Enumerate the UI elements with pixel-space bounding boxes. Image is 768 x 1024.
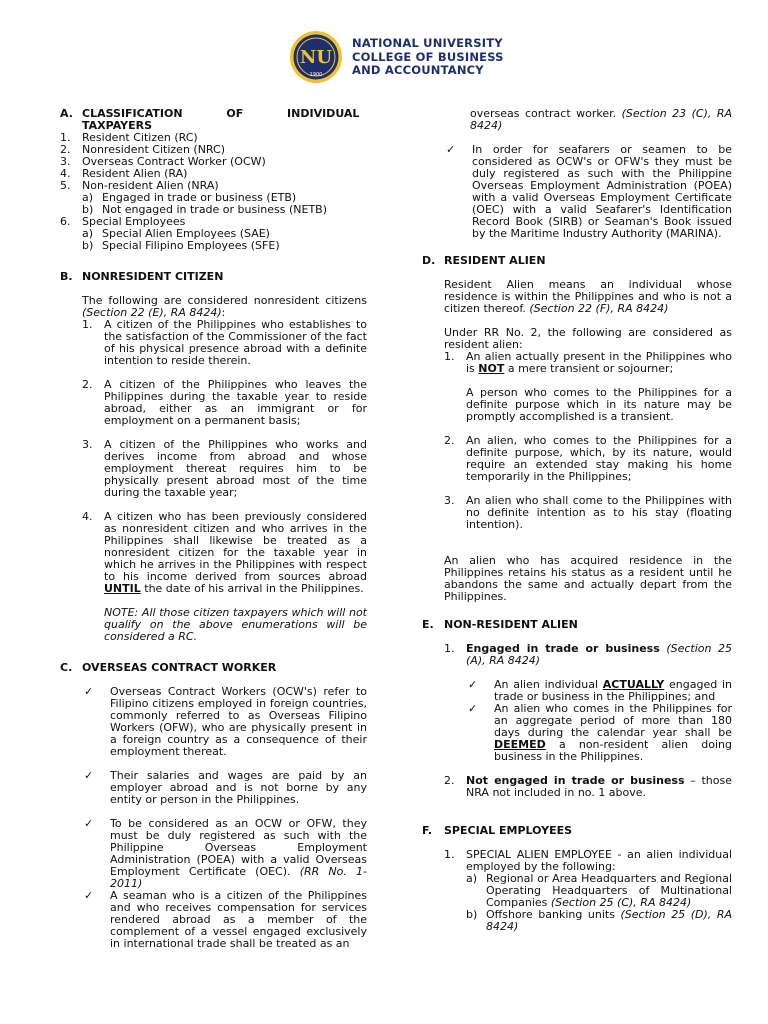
sub-item: b) Special Filipino Employees (SFE) (82, 239, 280, 252)
check-item: ✓ A seaman who is a citizen of the Philippines and who receives compensation for services rendered abroad as a member of the complement of a vessel engaged exclusively in international trade shall be treated as an (84, 889, 367, 950)
list-item: 1. Engaged in trade or business (Section 25 (A), RA 8424) ✓ An alien individual ACTUALLY engaged in trade or business in the Philippines; and ✓ An alien who comes in the Philippines for an aggregate period of more than 180 days during the calendar year shall be DEEMED a non-resident alien doing business in the Philippines. (444, 642, 733, 763)
page-header (0, 30, 768, 86)
nonresident-citizen-list (60, 319, 367, 643)
nra-list (422, 643, 732, 799)
check-item: ✓ Their salaries and wages are paid by an employer abroad and is not borne by any entity or person in the Philippines. (84, 769, 367, 806)
header-line-2: COLLEGE OF BUSINESS (352, 49, 504, 64)
section-b-heading: B. NONRESIDENT CITIZEN (60, 270, 224, 283)
check-item: ✓ An alien individual ACTUALLY engaged in trade or business in the Philippines; and (468, 678, 732, 703)
list-item: 2. Not engaged in trade or business – those NRA not included in no. 1 above. (444, 774, 733, 799)
section-f-heading: F. SPECIAL EMPLOYEES (422, 824, 573, 837)
section-title: CLASSIFICATION OF INDIVIDUAL TAXPAYERS (82, 107, 360, 132)
right-column (422, 108, 732, 933)
checkmark-icon: ✓ (84, 817, 94, 830)
list-item: 6. Special Employees a) Special Alien Employees (SAE) b) Special Filipino Employees (SFE) (60, 216, 367, 252)
seal-letters: NU (299, 47, 333, 68)
header-line-3: AND ACCOUNTANCY (352, 63, 484, 77)
section-c-heading: C. OVERSEAS CONTRACT WORKER (60, 661, 277, 674)
sub-item: b) Not engaged in trade or business (NETB) (82, 203, 328, 216)
list-item: 1. Resident Citizen (RC) (60, 131, 198, 144)
list-item: 3. Overseas Contract Worker (OCW) (60, 155, 266, 168)
resident-alien-status: An alien who has acquired residence in the Philippines retains his status as a resident until he abandons the same and actually depart from the Philippines. (444, 554, 732, 603)
sub-item: b) Offshore banking units (Section 25 (D), RA 8424) (466, 908, 732, 933)
check-item: ✓ An alien who comes in the Philippines for an aggregate period of more than 180 days during the calendar year shall be DEEMED a non-resident alien doing business in the Philippines. (468, 702, 732, 763)
list-item: 1. SPECIAL ALIEN EMPLOYEE - an alien individual employed by the following: a) Regional or Area Headquarters and Regional Operating Headquarters of Multinational Companies (Section 25 (C), RA 8424) b) Offshore banking units (Section 25 (D), RA 8424) (444, 848, 732, 933)
check-item: ✓ In order for seafarers or seamen to be considered as OCW's or OFW's they must be duly registered as such with the Philippine Overseas Employment Administration (POEA) with a valid Overseas Employment Certificate (OEC) with a valid Seafarer's Identification Record Book (SIRB) or Seaman's Book issued by the Maritime Industry Authority (MARINA). (446, 143, 732, 240)
sub-item: a) Special Alien Employees (SAE) (82, 227, 270, 240)
list-item: 2. A citizen of the Philippines who leaves the Philippines during the taxable year to reside abroad, either as an immigrant or for employment on a permanent basis; (82, 378, 367, 427)
header-line-1: NATIONAL UNIVERSITY (352, 36, 503, 50)
list-item: 1. An alien actually present in the Philippines who is NOT a mere transient or sojourner; A person who comes to the Philippines for a definite purpose which in its nature may be promptly accomplished is a transient. (444, 350, 732, 423)
list-item: 4. Resident Alien (RA) (60, 167, 188, 180)
list-item: 2. An alien, who comes to the Philippines for a definite purpose, which, by its nature, would require an extended stay making his home temporarily in the Philippines; (444, 434, 732, 483)
university-name (352, 37, 504, 78)
checkmark-icon: ✓ (446, 143, 456, 156)
seal-year: 1900 (309, 72, 323, 78)
checkmark-icon: ✓ (84, 769, 94, 782)
university-seal-icon (289, 30, 343, 84)
check-item: ✓ To be considered as an OCW or OFW, they must be duly registered as such with the Philippine Overseas Employment Administration (POEA) with a valid Overseas Employment Certificate (OEC). (RR No. 1-2011) (84, 817, 367, 890)
list-item: 5. Non-resident Alien (NRA) a) Engaged in trade or business (ETB) b) Not engaged in trade or business (NETB) (60, 180, 367, 216)
list-item: 1. A citizen of the Philippines who establishes to the satisfaction of the Commissioner of the fact of his physical presence abroad with a definite intention to reside therein. (82, 318, 367, 367)
section-e-heading: E. NON-RESIDENT ALIEN (422, 618, 578, 631)
checkmark-icon: ✓ (468, 702, 478, 715)
section-d-heading: D. RESIDENT ALIEN (422, 254, 546, 267)
list-item: 3. A citizen of the Philippines who works and derives income from abroad and whose employment thereat requires him to be physically present abroad most of the time during the taxable year; (82, 438, 367, 499)
list-item: 3. An alien who shall come to the Philippines with no definite intention as to his stay (floating intention). (444, 494, 732, 531)
check-item: ✓ Overseas Contract Workers (OCW's) refer to Filipino citizens employed in foreign countries, commonly referred to as Overseas Filipino Workers (OFW), who are physically present in a foreign country as a consequence of their employment thereat. (84, 685, 367, 758)
note: NOTE: All those citizen taxpayers which will not qualify on the above enumerations will be considered a RC. (104, 606, 367, 643)
section-a-heading: A. CLASSIFICATION OF INDIVIDUAL TAXPAYERS (60, 108, 367, 132)
checkmark-icon: ✓ (84, 685, 94, 698)
resident-alien-definition: Resident Alien means an individual whose residence is within the Philippines and who is not a citizen thereof. (Section 22 (F), RA 8424) (444, 278, 732, 315)
ocw-continuation: overseas contract worker. (Section 23 (C), RA 8424) (470, 107, 733, 132)
left-column (60, 108, 367, 950)
sub-item: a) Engaged in trade or business (ETB) (82, 191, 297, 204)
taxpayer-classification-list (60, 132, 367, 252)
checkmark-icon: ✓ (84, 889, 94, 902)
rr2-intro: Under RR No. 2, the following are considered as resident alien: (444, 326, 732, 351)
special-employees-list (422, 849, 732, 933)
list-item: 2. Nonresident Citizen (NRC) (60, 143, 225, 156)
sub-item: a) Regional or Area Headquarters and Regional Operating Headquarters of Multinational Companies (Section 25 (C), RA 8424) (466, 872, 732, 909)
list-item: 4. A citizen who has been previously considered as nonresident citizen and who arrives in the Philippines shall likewise be treated as a nonresident citizen for the taxable year in which he arrives in the Philippines with respect to his income derived from sources abroad UNTIL the date of his arrival in the Philippines. (82, 510, 367, 595)
section-b-intro: The following are considered nonresident citizens (Section 22 (E), RA 8424): (82, 294, 367, 319)
checkmark-icon: ✓ (468, 678, 478, 691)
resident-alien-list (422, 351, 732, 531)
